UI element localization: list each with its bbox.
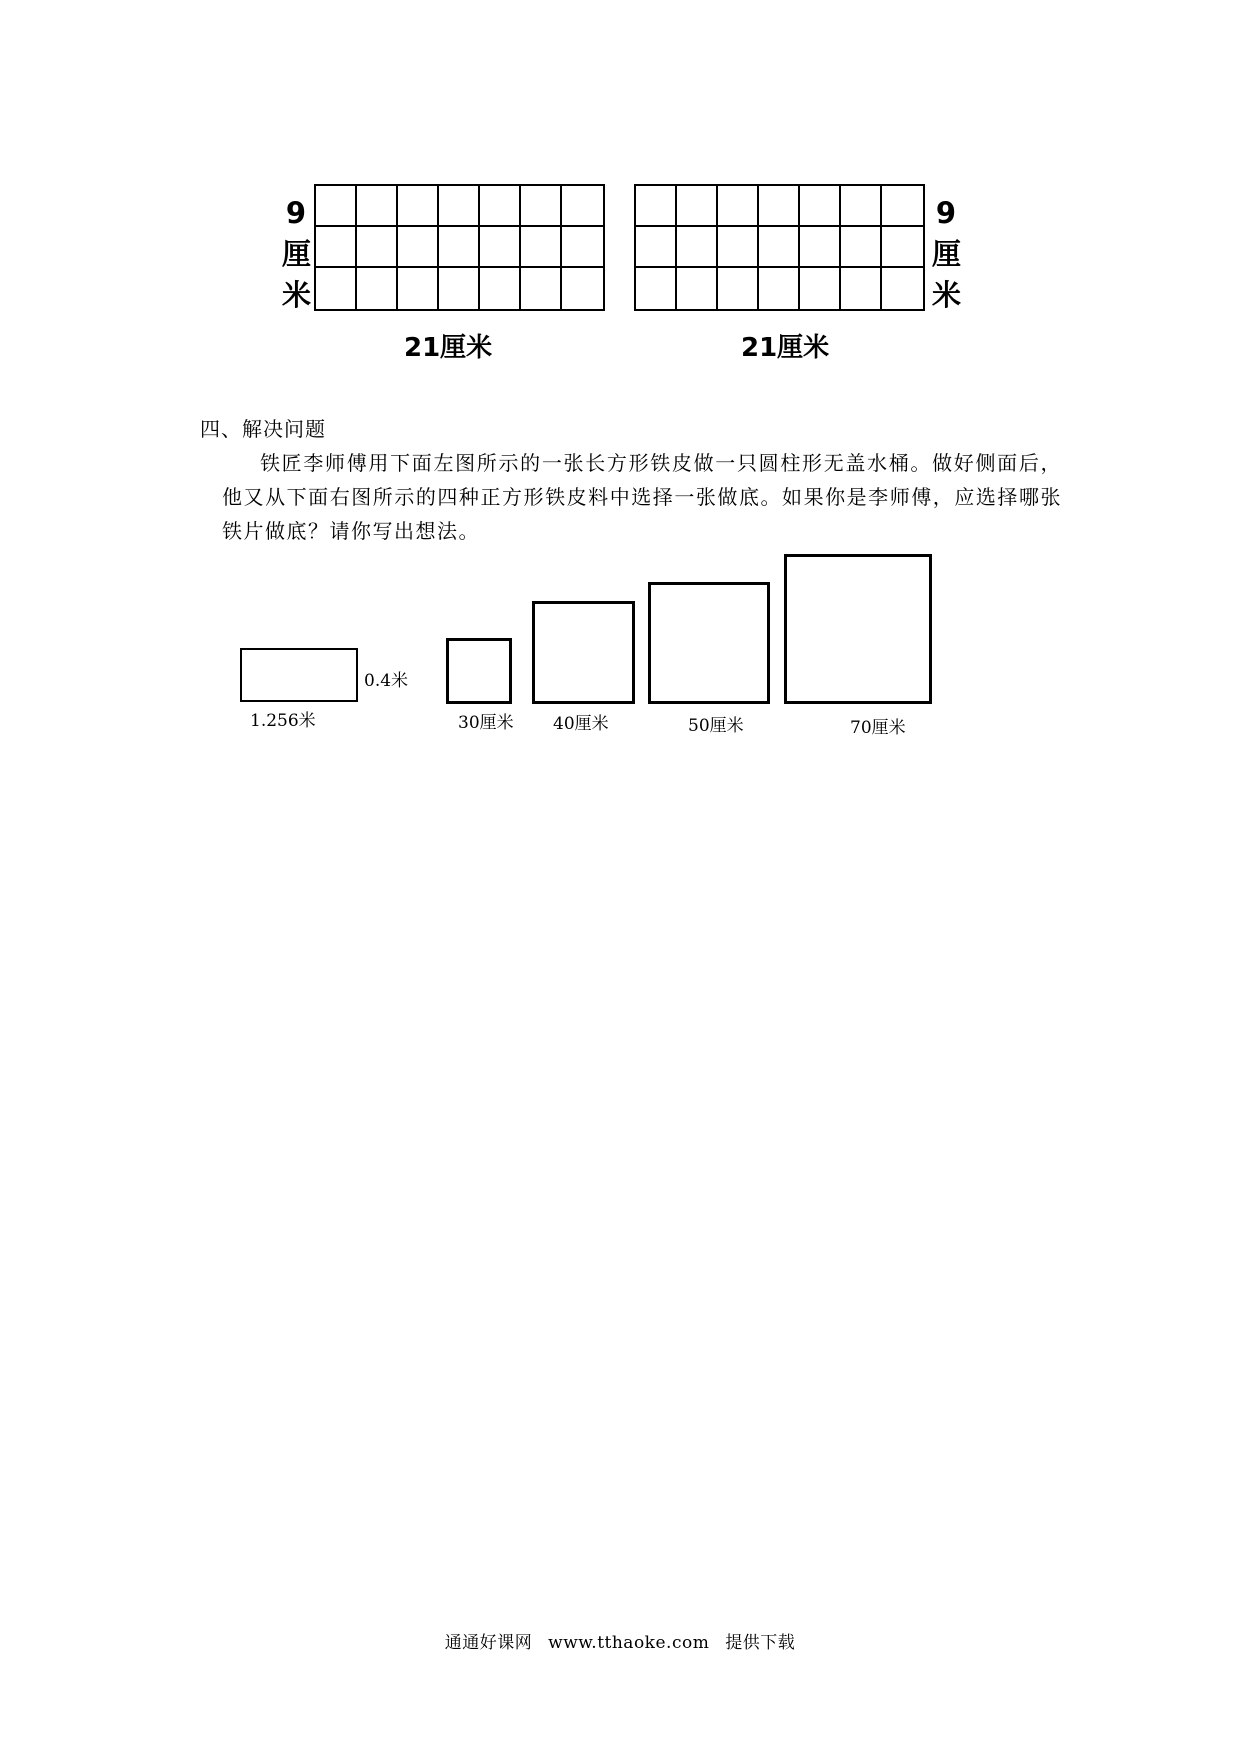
grid-cell bbox=[316, 186, 357, 227]
grid-cell bbox=[562, 268, 603, 309]
grid-cell bbox=[718, 227, 759, 268]
left-grid bbox=[314, 184, 605, 311]
grid-cell bbox=[677, 186, 718, 227]
square-70-label: 70厘米 bbox=[850, 718, 906, 738]
grid-cell bbox=[316, 227, 357, 268]
square-40 bbox=[532, 601, 635, 704]
footer-site-name: 通通好课网 bbox=[444, 1633, 533, 1653]
grid-cell bbox=[800, 268, 841, 309]
grid-cell bbox=[718, 186, 759, 227]
grid-cell bbox=[439, 268, 480, 309]
grid-cell bbox=[882, 227, 923, 268]
height-digit: 9 bbox=[935, 196, 957, 230]
right-grid-width-label: 21厘米 bbox=[741, 333, 830, 363]
square-40-label: 40厘米 bbox=[553, 714, 609, 734]
problem-paragraph: 铁匠李师傅用下面左图所示的一张长方形铁皮做一只圆柱形无盖水桶。做好侧面后，他又从下面右图所示的四种正方形铁皮料中选择一张做底。如果你是李师傅，应选择哪张铁片做底？请你写出想法。 bbox=[222, 451, 1062, 543]
grid-cell bbox=[357, 227, 398, 268]
left-grid-height-label bbox=[282, 193, 310, 316]
footer bbox=[0, 1628, 1240, 1653]
square-70 bbox=[784, 554, 932, 704]
grid-cell bbox=[316, 268, 357, 309]
square-30-label: 30厘米 bbox=[458, 713, 514, 733]
grid-cell bbox=[398, 227, 439, 268]
grid-cell bbox=[759, 186, 800, 227]
height-unit-char-2: 米 bbox=[932, 278, 962, 312]
grid-cell bbox=[439, 227, 480, 268]
grid-cell bbox=[480, 227, 521, 268]
grid-cell bbox=[841, 186, 882, 227]
grid-cell bbox=[800, 227, 841, 268]
height-digit: 9 bbox=[285, 196, 307, 230]
grid-cell bbox=[882, 186, 923, 227]
rectangle-width-label: 1.256米 bbox=[250, 711, 316, 731]
grid-cell bbox=[562, 227, 603, 268]
grid-cell bbox=[800, 186, 841, 227]
grid-cell bbox=[718, 268, 759, 309]
grid-cell bbox=[357, 186, 398, 227]
grid-cell bbox=[636, 268, 677, 309]
square-50-label: 50厘米 bbox=[688, 716, 744, 736]
grid-cell bbox=[677, 268, 718, 309]
grid-cell bbox=[357, 268, 398, 309]
footer-suffix: 提供下载 bbox=[725, 1633, 796, 1653]
grid-cell bbox=[521, 268, 562, 309]
rectangle-sheet bbox=[240, 648, 358, 702]
grid-cell bbox=[636, 186, 677, 227]
grid-cell bbox=[562, 186, 603, 227]
grid-cell bbox=[841, 227, 882, 268]
right-grid bbox=[634, 184, 925, 311]
grid-cell bbox=[521, 227, 562, 268]
grid-cell bbox=[882, 268, 923, 309]
square-30 bbox=[446, 638, 512, 704]
rectangle-height-label: 0.4米 bbox=[364, 671, 409, 691]
grid-cell bbox=[480, 186, 521, 227]
square-50 bbox=[648, 582, 770, 704]
grid-cell bbox=[521, 186, 562, 227]
grid-cell bbox=[439, 186, 480, 227]
height-unit-char-1: 厘 bbox=[932, 237, 962, 271]
grid-cell bbox=[841, 268, 882, 309]
grid-cell bbox=[759, 227, 800, 268]
height-unit-char-1: 厘 bbox=[282, 237, 312, 271]
grid-cell bbox=[677, 227, 718, 268]
grid-cell bbox=[398, 268, 439, 309]
section-title: 四、解决问题 bbox=[200, 417, 326, 441]
grid-cell bbox=[398, 186, 439, 227]
grid-cell bbox=[759, 268, 800, 309]
height-unit-char-2: 米 bbox=[282, 278, 312, 312]
grid-cell bbox=[480, 268, 521, 309]
right-grid-height-label bbox=[932, 193, 960, 316]
footer-url[interactable]: www.tthaoke.com bbox=[548, 1633, 710, 1653]
grid-cell bbox=[636, 227, 677, 268]
left-grid-width-label: 21厘米 bbox=[404, 333, 493, 363]
